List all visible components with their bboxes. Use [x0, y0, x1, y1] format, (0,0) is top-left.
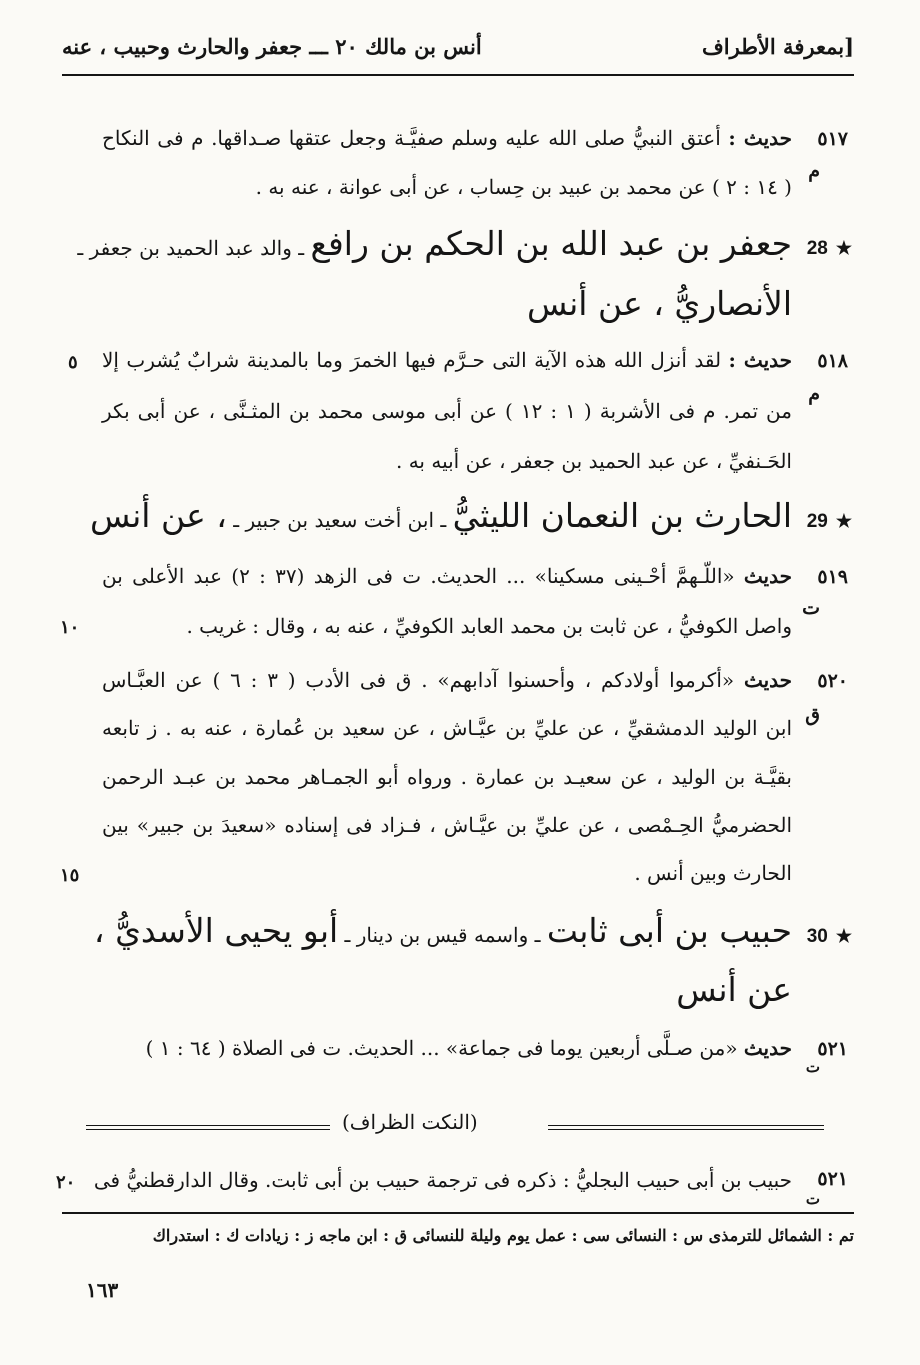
hadith-lead: حديث	[743, 564, 792, 588]
entry-text-line: حديث : أعتق النبيُّ صلى الله عليه وسلم صفيَّـة وجعل عتقها صـداقها. م فى النكاح	[102, 126, 793, 150]
nukat-divider-left	[86, 1125, 330, 1126]
running-header	[62, 30, 854, 66]
nukat-divider-right	[548, 1129, 824, 1130]
nukat-divider-left	[86, 1129, 330, 1130]
star-icon: ★	[835, 926, 852, 946]
abbreviation-legend: تم : الشمائل للترمذى س : النسائى سى : عمل يوم وليلة للنسائى ق : ابن ماجه ز : زيادات ك : استدراك	[152, 1226, 854, 1245]
entry-text-line: من تمر. م فى الأشربة ( ١ : ١٢ ) عن أبى موسى محمد بن المثـنَّى ، عن أبى بكر	[102, 399, 792, 423]
entry-number: ٥١٧	[817, 128, 848, 150]
entry-text-line: حديث : لقد أنزل الله هذه الآية التى حـرَّم فيها الخمرَ وما بالمدينة شرابٌ يُشرب إلا	[102, 348, 793, 372]
translation-heading: حبيب بن أبى ثابت ـ واسمه قيس بن دينار ـ أبو يحيى الأسديُّ ،	[93, 911, 792, 950]
translation-number: 30 ★	[806, 926, 852, 947]
entry-sigla: م	[808, 160, 820, 182]
entry-sigla: ت	[805, 1190, 820, 1208]
nukat-section-title: (النكت الظراف)	[342, 1110, 478, 1134]
entry-text-line: حديث «أكرموا أولادكم ، وأحسنوا آدابهم» . ق فى الأدب ( ٣ : ٦ ) عن العبَّـاس	[102, 668, 793, 692]
entry-number: ٥٢١	[817, 1038, 848, 1060]
page-number: ١٦٣	[86, 1278, 119, 1302]
star-icon: ★	[835, 238, 852, 258]
translation-heading-line2: الأنصاريُّ ، عن أنس	[527, 284, 792, 323]
entry-sigla: ت	[802, 597, 820, 619]
entry-number: ٥٢١	[817, 1168, 848, 1190]
entry-text-line: الحَـنفيِّ ، عن عبد الحميد بن جعفر ، عن أبيه به .	[395, 449, 792, 473]
header-rule	[62, 74, 854, 76]
margin-line-number: ٢٠	[56, 1172, 76, 1193]
header-right-text: بمعرفة الأطراف]	[702, 34, 854, 59]
entry-sigla: ق	[805, 704, 820, 726]
entry-text-line: الحارث وبين أنس .	[634, 861, 792, 885]
entry-text-line: واصل الكوفيُّ ، عن ثابت بن محمد العابد الكوفيِّ ، عنه به ، وقال : غريب .	[186, 614, 792, 638]
entry-sigla: ت	[805, 1058, 820, 1076]
translation-heading-line2: عن أنس	[676, 970, 792, 1009]
entry-text-line: بقيَّـة بن الوليد ، عن سعيـد بن عمارة . ورواه أبو الجمـاهر محمد بن عبـد الرحمن	[102, 765, 792, 789]
hadith-lead: حديث :	[728, 126, 793, 150]
translation-number: 28 ★	[806, 238, 852, 259]
translation-heading: جعفر بن عبد الله بن الحكم بن رافع ـ والد عبد الحميد بن جعفر ـ	[77, 224, 792, 263]
entry-number: ٥١٩	[817, 566, 848, 588]
entry-text-line: ( ١٤ : ٢ ) عن محمد بن عبيد بن حِساب ، عن أبى عوانة ، عنه به .	[255, 175, 792, 199]
entry-sigla: م	[808, 383, 820, 405]
hadith-lead: حديث	[743, 668, 793, 692]
star-icon: ★	[835, 511, 852, 531]
entry-text-line: الحضرميُّ الحِـمْصى ، عن عليِّ بن عيَّـاش ، فـزاد فى إسناده «سعيدَ بن جبير» بين	[102, 813, 792, 837]
hadith-lead: حديث :	[728, 348, 793, 372]
translation-number: 29 ★	[806, 511, 852, 532]
hadith-lead: حديث	[743, 1036, 792, 1060]
entry-text-line: حديث «من صـلَّى أربعين يوما فى جماعة» ... الحديث. ت فى الصلاة ( ٦٤ : ١ )	[145, 1036, 792, 1060]
nukat-text-line: حبيب بن أبى حبيب البجليُّ : ذكره فى ترجمة حبيب بن أبى ثابت. وقال الدارقطنيُّ فى	[93, 1168, 792, 1192]
entry-number: ٥٢٠	[817, 670, 848, 692]
margin-line-number: ٥	[68, 352, 78, 373]
footer-rule	[62, 1212, 854, 1214]
entry-text-line: ابن الوليد الدمشقيِّ ، عن عليِّ بن عيَّـاش ، عن سعيد بن عُمارة ، عنه به . ز تابعه	[102, 716, 792, 740]
translation-heading: الحارث بن النعمان الليثيُّ ـ ابن أخت سعيد بن جبير ـ ، عن أنس	[90, 496, 792, 535]
entry-text-line: حديث «اللّـهمَّ أحْـينى مسكينا» ... الحديث. ت فى الزهد (٣٧ : ٢) عبد الأعلى بن	[102, 564, 792, 588]
entry-number: ٥١٨	[817, 350, 848, 372]
margin-line-number: ١٠	[60, 617, 80, 638]
margin-line-number: ١٥	[60, 865, 80, 886]
nukat-divider-right	[548, 1125, 824, 1126]
header-center-text: أنس بن مالك ٢٠ ـــ جعفر والحارث وحبيب ، عنه	[62, 34, 482, 59]
